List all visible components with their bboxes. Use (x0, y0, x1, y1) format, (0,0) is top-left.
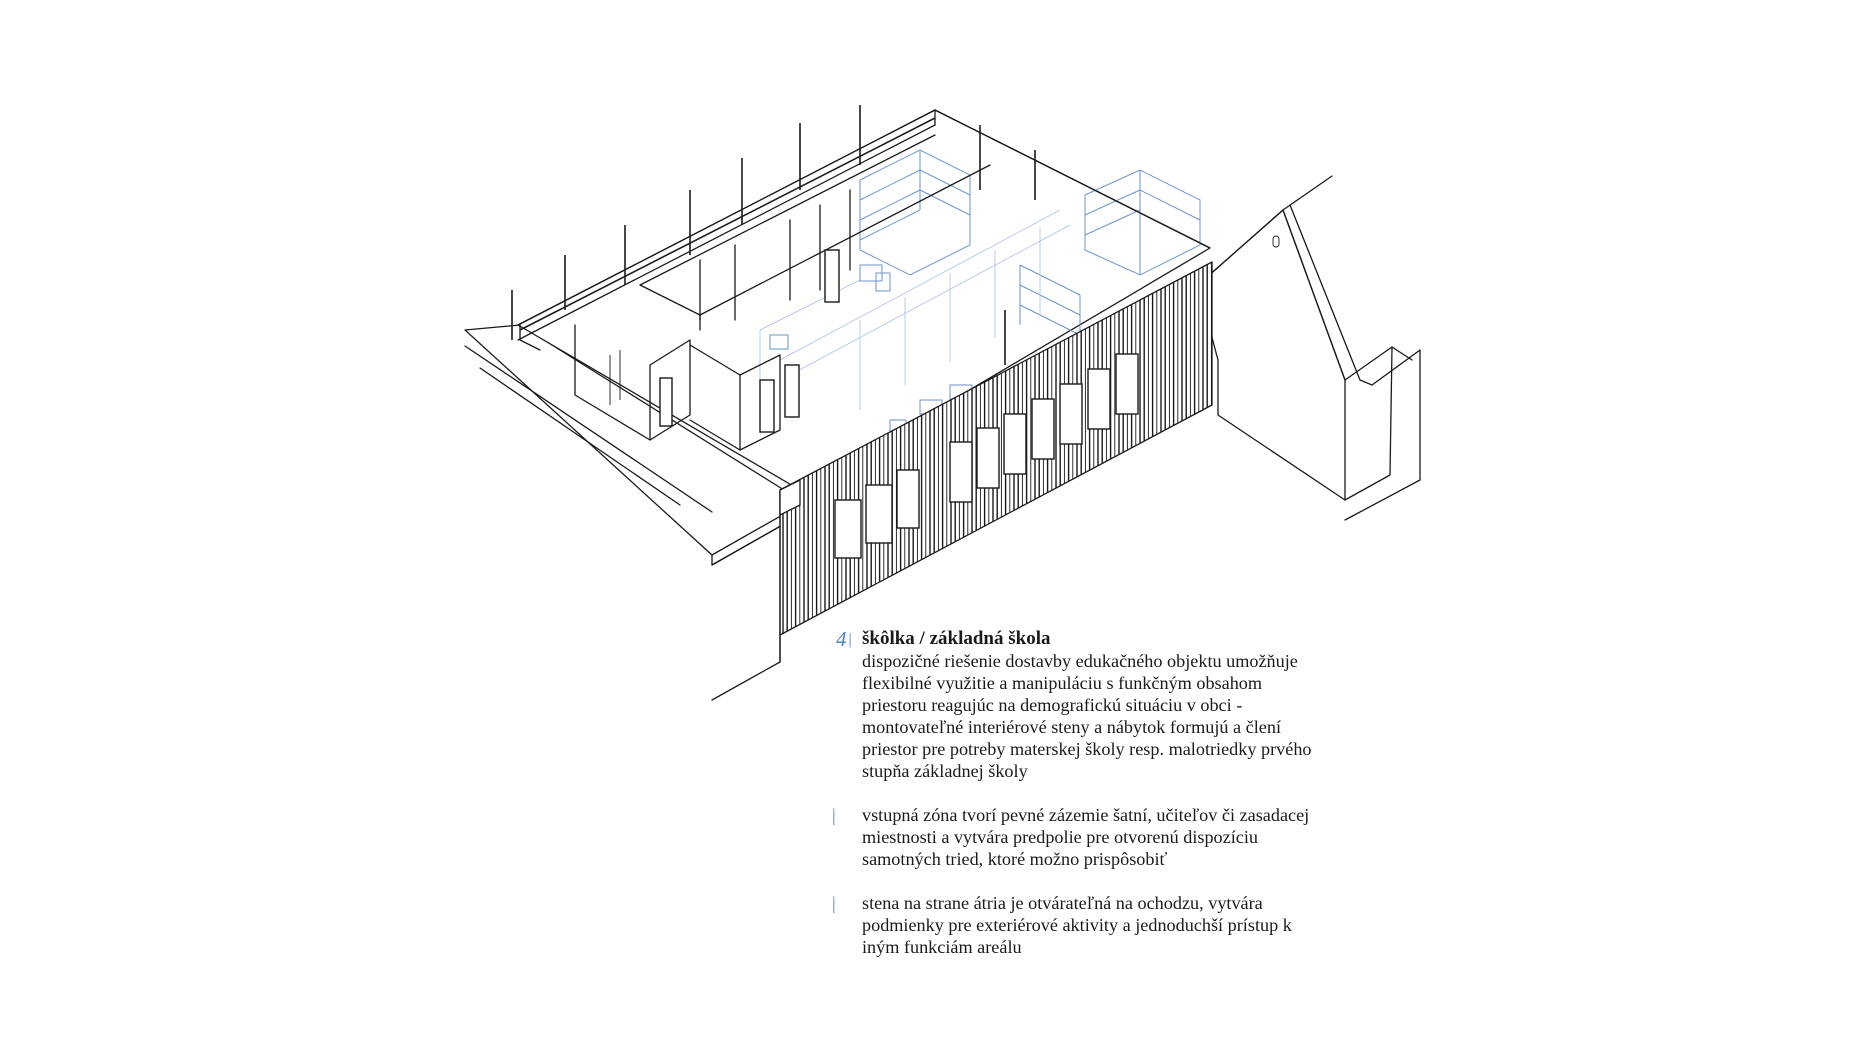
caption-p1-line-4: montovateľné interiérové steny a nábytok formujú a člení (862, 717, 1281, 737)
caption-p2-line-1: vstupná zóna tvorí pevné zázemie šatní, učiteľov či zasadacej (862, 805, 1310, 825)
neighbor-building-right (1198, 176, 1420, 520)
caption-p3-line-2: podmienky pre exteriérové aktivity a jednoduchší prístup k (862, 915, 1292, 935)
caption-title: škôlka / základná škola (862, 628, 1051, 649)
caption-p1-line-6: stupňa základnej školy (862, 761, 1028, 781)
caption-p2-line-3: samotných tried, ktoré možno prispôsobiť (862, 849, 1168, 869)
caption-p1-line-3: priestoru reagujúc na demografickú situáciu v obci - (862, 695, 1243, 715)
caption-p3-line-1: stena na strane átria je otvárateľná na ochodzu, vytvára (862, 893, 1263, 913)
caption-number: 4 | (836, 628, 852, 653)
caption-p1-line-2: flexibilné využitie a manipuláciu s funkčným obsahom (862, 673, 1263, 693)
paragraph-marker: | (832, 805, 836, 825)
paragraph-marker: | (832, 893, 836, 913)
caption-p3-line-3: iným funkciám areálu (862, 937, 1022, 957)
caption-paragraph-3 (832, 892, 1390, 958)
caption-paragraph-2 (832, 804, 1390, 870)
caption (832, 627, 1390, 958)
caption-title-block (836, 627, 1390, 782)
caption-p2-line-2: miestnosti a vytvára predpolie pre otvorenú dispozíciu (862, 827, 1258, 847)
caption-p1-line-1: dispozičné riešenie dostavby edukačného objektu umožňuje (862, 651, 1298, 671)
caption-p1-line-5: priestor pre potreby materskej školy resp. malotriedky prvého (862, 739, 1312, 759)
